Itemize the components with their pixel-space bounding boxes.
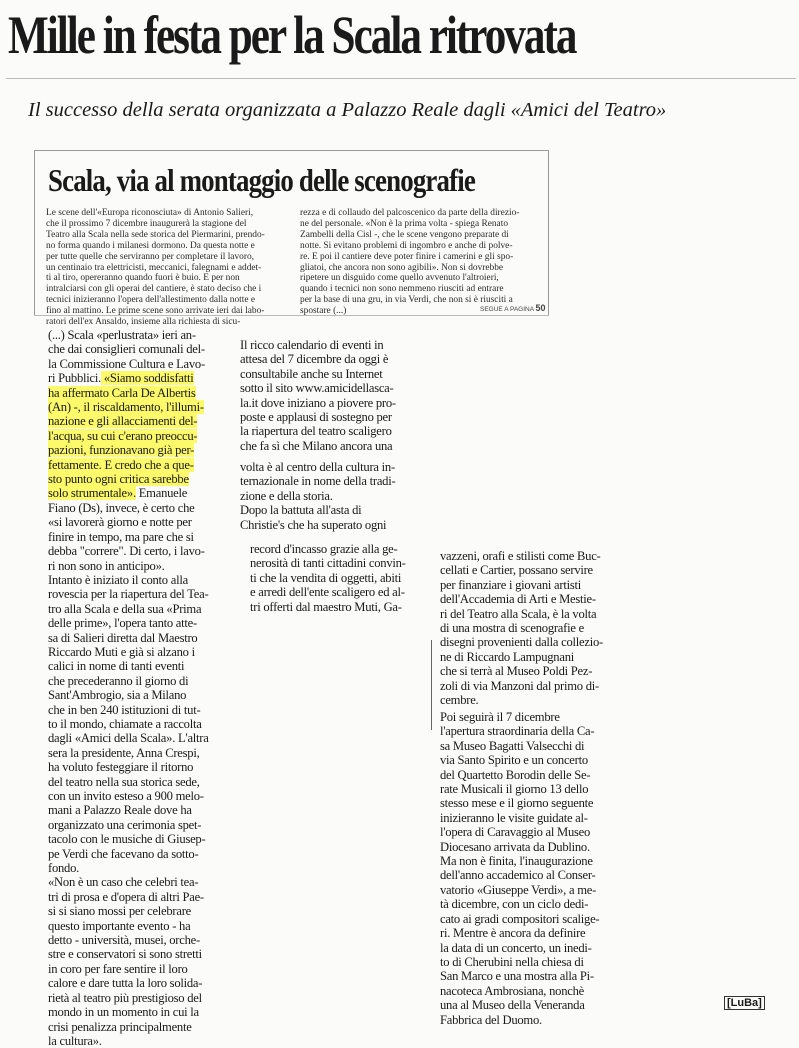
continued-label: SEGUE A PAGINA [480, 306, 534, 313]
column-rule [431, 640, 432, 730]
highlighted-quote: «Siamo soddisfatti ha affermato Carla De Albertis (An) -, il riscaldamento, l'illumi- nazione e gli allacciamenti del- l'acqua, su cui c'erano preoccu- pazioni, funzionavano già per- fettamente. E credo che a que- sto punto ogni critica sarebbe solo strumentale». [48, 371, 204, 501]
col1-text-a: (...) Scala «perlustrata» ieri an- che dai consiglieri comunali del- la Commissione Cultura e Lavo- ri Pubblici. [48, 328, 205, 386]
author-signature: [LuBa] [724, 996, 765, 1010]
box-text-left: Le scene dell'«Europa riconosciuta» di Antonio Salieri, che il prossimo 7 dicembre inaugurerà la stagione del Teatro alla Scala nella sede storica del Piermarini, prendo- no forma quando i milanesi dormono. Da questa notte e per tutte quelle che serviranno per completare il lavoro, un centinaio tra elettricisti, meccanici, falegnami e addet- ti al tiro, opereranno quando fuori è buio. E per non intralciarsi con gli operai del cantiere, è stato deciso che i tecnici inizieranno l'opera dell'allestimento dalla notte e fino al mattino. Le prime scene sono arrivate ieri dai labo- ratori dell'ex Ansaldo, insieme alla richiesta di sicu- [46, 208, 265, 328]
continued-note [480, 303, 546, 313]
page-headline: Mille in festa per la Scala ritrovata [8, 5, 576, 65]
article-column-3-top: vazzeni, orafi e stilisti come Buc- cellati e Cartier, possano servire per finanziare i giovani artisti dell'Accademia di Arti e Mestie- ri del Teatro alla Scala, è la volta di una mostra di scenografie e disegni provenienti dalla collezio- ne di Riccardo Lampugnani che si terrà al Museo Poldi Pez- zoli di via Manzoni dal primo di- cembre. [440, 549, 603, 708]
article-column-2-top: Il ricco calendario di eventi in attesa del 7 dicembre da oggi è consultabile anche su Internet sotto il sito www.amicidellasca- la.it dove iniziano a piovere pro- poste e applausi di sostegno per la riapertura del teatro scaligero che fa sì che Milano ancora una [240, 338, 396, 453]
article-column-2-mid: volta è al centro della cultura in- ternazionale in nome della tradi- zione e della storia. Dopo la battuta all'asta di Christie's che ha superato ogni [240, 460, 396, 532]
subheadline: Il successo della serata organizzata a Palazzo Reale dagli «Amici del Teatro» [28, 99, 667, 121]
divider [6, 78, 796, 79]
article-column-3-bottom: Poi seguirà il 7 dicembre l'apertura straordinaria della Ca- sa Museo Bagatti Valsecchi di via Santo Spirito e un concerto del Quartetto Borodin delle Se- rate Musicali il giorno 13 dello stesso mese e il giorno seguente inizieranno le visite guidate al- l'opera di Caravaggio al Museo Diocesano arrivata da Dublino. Ma non è finita, l'inaugurazione dell'anno accademico al Conser- vatorio «Giuseppe Verdi», a me- tà dicembre, con un ciclo dedi- cato ai gradi compositori scalige- ri. Mentre è ancora da definire la data di un concerto, un inedi- to di Cherubini nella chiesa di San Marco e una mostra alla Pi- nacoteca Ambrosiana, nonchè una al Museo della Veneranda Fabbrica del Duomo. [440, 710, 600, 1027]
box-border-right [548, 150, 549, 316]
box-title: Scala, via al montaggio delle scenografie [48, 162, 475, 198]
article-column-1 [48, 328, 228, 1048]
article-column-2-bottom: record d'incasso grazie alla ge- nerosità di tanti cittadini convin- ti che la vendita di oggetti, abiti e arredi dell'ente scaligero ed al- tri offerti dal maestro Muti, Ga- [250, 542, 406, 614]
col1-text-b: Emanuele Fiano (Ds), invece, è certo che «si lavorerà giorno e notte per finire in tempo, ma pare che si debba "correre". Di certo, i lavo- ri non sono in anticipo». Intanto è iniziato il conto alla rovescia per la riapertura del Tea- tro alla Scala e della sua «Prima delle prime», l'opera tanto atte- sa di Salieri diretta dal Maestro Riccardo Muti e già si alzano i calici in nome di tanti eventi che precederanno il giorno di Sant'Ambrogio, sia a Milano che in ben 240 istituzioni di tut- to il mondo, chiamate a raccolta dagli «Amici della Scala». L'altra sera la presidente, Anna Crespi, ha voluto festeggiare il ritorno del teatro nella sua storica sede, con un invito esteso a 900 melo- mani a Palazzo Reale dove ha organizzato una cerimonia spet- tacolo con le musiche di Giusep- pe Verdi che facevano da sotto- fondo. «Non è un caso che celebri tea- tri di prosa e d'opera di altri Pae- si si siano mossi per celebrare questo importante evento - ha detto - università, musei, orche- stre e conservatori si sono stretti in coro per fare sentire il loro calore e dare tutta la loro solida- rietà al teatro più prestigioso del mondo in un momento in cui la crisi penalizza principalmente la cultura». [48, 486, 209, 1048]
box-border-top [34, 150, 549, 151]
box-border-left [34, 150, 35, 316]
continued-page: 50 [535, 303, 546, 313]
box-text-right: rezza e di collaudo del palcoscenico da parte della direzio- ne del personale. «Non è la prima volta - spiega Renato Zambelli della Cisl -, che le scene vengono preparate di notte. Si evitano problemi di ingombro e anche di polve- re. E poi il cantiere deve poter finire i camerini e gli spo- gliatoi, che ancora non sono agibili». Non si dovrebbe ripetere un disguido come quello avvenuto l'altroieri, quando i tecnici non sono nemmeno riusciti ad entrare per la base di una gru, in via Verdi, che non si è riusciti a spostare (...) [300, 208, 520, 317]
